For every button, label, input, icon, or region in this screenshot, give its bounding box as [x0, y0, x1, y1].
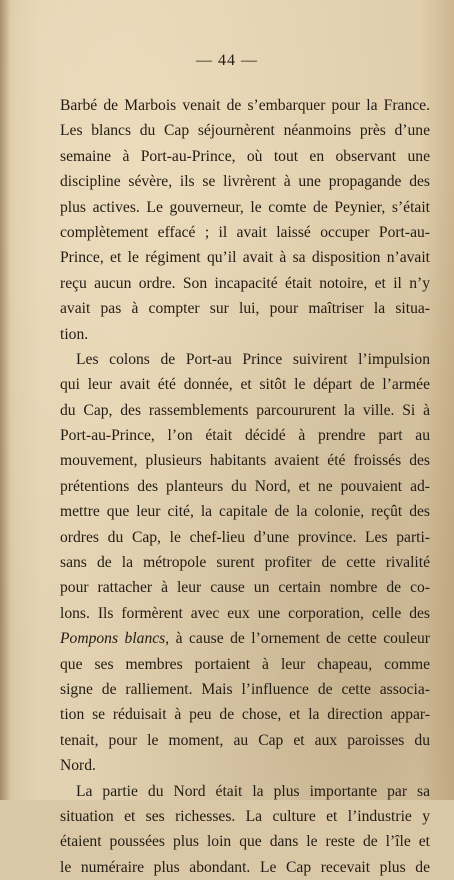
text-line: du Cap, des rassemblements parcoururent la ville. Si à	[60, 401, 430, 419]
text-line: reçu aucun ordre. Son incapacité était notoire, et il n’y	[60, 274, 430, 292]
text-line: La partie du Nord était la plus importante par sa	[76, 782, 430, 800]
page-gutter-shadow	[0, 0, 10, 800]
italic-phrase: Pompons blancs	[60, 630, 166, 648]
text-line: tion se réduisait à peu de chose, et la direction appar-	[60, 706, 430, 724]
text-line: que ses membres portaient à leur chapeau, comme	[60, 655, 430, 673]
text-line: Barbé de Marbois venait de s’embarquer pour la France.	[60, 97, 430, 114]
text-line: tion.	[60, 325, 89, 343]
body-text	[60, 93, 430, 880]
paragraph	[60, 93, 430, 347]
text-line: semaine à Port-au-Prince, où tout en observant une	[60, 147, 430, 165]
text-line: Nord.	[60, 757, 96, 775]
text-line: qui leur avait été donnée, et sitôt le départ de l’armée	[60, 376, 430, 394]
text-line: pour rattacher à leur cause un certain nombre de co-	[60, 579, 430, 597]
text-line: étaient poussées plus loin que dans le reste de l’île et	[60, 833, 430, 851]
text-line: lons. Ils formèrent avec eux une corporation, celle des	[60, 604, 430, 622]
text-line: signe de ralliement. Mais l’influence de cette associa-	[60, 680, 430, 698]
text-line: mouvement, plusieurs habitants avaient été froissés des	[60, 452, 430, 470]
text-line: plus actives. Le gouverneur, le comte de Peynier, s’était	[60, 198, 430, 216]
text-line: complètement effacé ; il avait laissé occuper Port-au-	[60, 223, 430, 241]
text-line: Port-au-Prince, l’on était décidé à prendre part au	[60, 427, 430, 445]
text-line: Prince, et le régiment qu’il avait à sa disposition n’avait	[60, 249, 430, 267]
text-line: situation et ses richesses. La culture et l’industrie y	[60, 807, 430, 825]
text-line: prétentions des planteurs du Nord, et ne pouvaient ad-	[60, 477, 430, 495]
text-line: sans de la métropole surent profiter de cette rivalité	[60, 554, 430, 572]
text-line: mettre que leur cité, la capitale de la colonie, reçût des	[60, 503, 430, 521]
text-line: Les blancs du Cap séjournèrent néanmoins près d’une	[60, 122, 430, 140]
text-line: discipline sévère, ils se livrèrent à une propagande des	[60, 173, 430, 191]
text-line: ordres du Cap, le chef-lieu d’une province. Les parti-	[60, 528, 430, 546]
text-line: avait pas à compter sur lui, pour maîtriser la situa-	[60, 300, 430, 318]
text-line: Pompons blancs, à cause de l’ornement de cette couleur	[60, 630, 430, 648]
text-line: tenait, pour le moment, au Cap et aux paroisses du	[60, 731, 430, 749]
text-line: Les colons de Port-au Prince suivirent l’impulsion	[76, 350, 430, 368]
text-line: le numéraire plus abondant. Le Cap recevait plus de	[60, 858, 430, 876]
paragraph	[60, 347, 430, 779]
page-number: — 44 —	[196, 52, 258, 69]
paragraph	[60, 779, 430, 880]
